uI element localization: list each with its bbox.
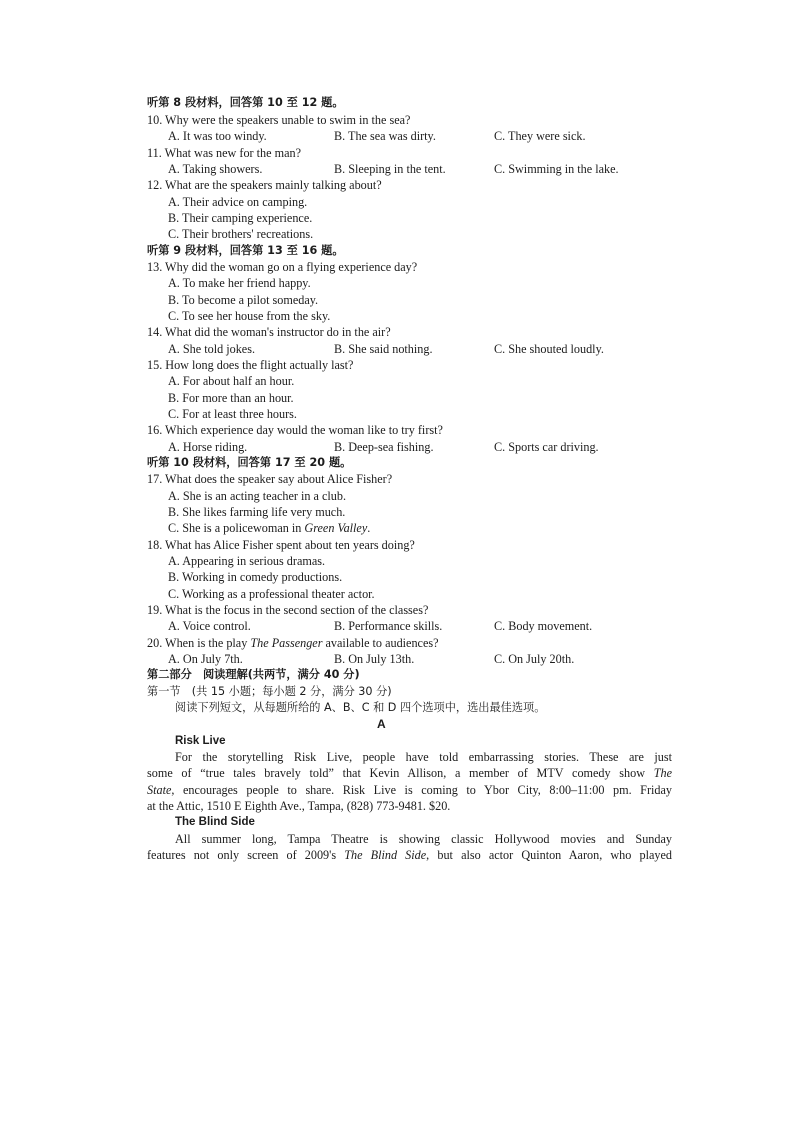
question-12-option-b: B. Their camping experience. xyxy=(168,211,313,225)
question-18-option-c: C. Working as a professional theater actor. xyxy=(168,587,375,601)
option-b: B. The sea was dirty. xyxy=(334,129,436,143)
stem-italic: The Passenger xyxy=(250,636,323,650)
question-18-stem: 18. What has Alice Fisher spent about ten years doing? xyxy=(147,538,415,552)
line-text: , encourages people to share. Risk Live is coming to Ybor City, 8:00–11:00 pm. Friday xyxy=(171,783,672,797)
section-10-header: 听第 10 段材料，回答第 17 至 20 题。 xyxy=(147,456,352,469)
option-a: A. It was too windy. xyxy=(168,129,267,143)
question-19-stem: 19. What is the focus in the second section of the classes? xyxy=(147,603,429,617)
question-18-option-b: B. Working in comedy productions. xyxy=(168,570,343,584)
question-12-option-a: A. Their advice on camping. xyxy=(168,195,308,209)
question-13-option-a: A. To make her friend happy. xyxy=(168,276,311,290)
question-17-stem: 17. What does the speaker say about Alice Fisher? xyxy=(147,472,393,486)
blind-side-line-1: All summer long, Tampa Theatre is showing classic Hollywood movies and Sunday xyxy=(175,832,672,846)
question-20-options xyxy=(168,651,708,667)
question-11-options xyxy=(168,161,708,177)
option-c-text: C. She is a policewoman in xyxy=(168,521,305,535)
passage-letter: A xyxy=(377,717,386,731)
line-italic: The Blind Side xyxy=(344,848,427,862)
question-16-options xyxy=(168,439,708,455)
blind-side-heading: The Blind Side xyxy=(175,816,255,828)
question-13-option-c: C. To see her house from the sky. xyxy=(168,309,331,323)
question-13-option-b: B. To become a pilot someday. xyxy=(168,293,319,307)
option-c: C. She shouted loudly. xyxy=(494,342,604,356)
question-15-option-a: A. For about half an hour. xyxy=(168,374,295,388)
question-10-options xyxy=(168,128,708,144)
question-16-stem: 16. Which experience day would the woman like to try first? xyxy=(147,423,443,437)
option-c: C. On July 20th. xyxy=(494,652,575,666)
question-15-option-c: C. For at least three hours. xyxy=(168,407,297,421)
question-19-options xyxy=(168,618,708,634)
risk-live-line-4: at the Attic, 1510 E Eighth Ave., Tampa, (828) 773-9481. $20. xyxy=(147,799,451,813)
option-c-suffix: . xyxy=(367,521,371,535)
question-14-options xyxy=(168,341,708,357)
option-a: A. On July 7th. xyxy=(168,652,243,666)
option-a: A. Taking showers. xyxy=(168,162,263,176)
question-13-stem: 13. Why did the woman go on a flying experience day? xyxy=(147,260,418,274)
option-c: C. Sports car driving. xyxy=(494,440,599,454)
risk-live-line-3 xyxy=(147,782,672,798)
line-text: some of “true tales bravely told” that Kevin Allison, a member of MTV comedy show xyxy=(147,766,654,780)
question-14-stem: 14. What did the woman's instructor do in the air? xyxy=(147,325,391,339)
option-c-italic: Green Valley xyxy=(304,521,368,535)
option-a: A. Voice control. xyxy=(168,619,251,633)
option-c: C. Swimming in the lake. xyxy=(494,162,619,176)
option-b: B. Deep-sea fishing. xyxy=(334,440,434,454)
line-italic: State xyxy=(147,783,172,797)
option-c: C. They were sick. xyxy=(494,129,586,143)
line-suffix: , but also actor Quinton Aaron, who played xyxy=(426,848,672,862)
question-17-option-a: A. She is an acting teacher in a club. xyxy=(168,489,347,503)
option-a: A. Horse riding. xyxy=(168,440,248,454)
question-18-option-a: A. Appearing in serious dramas. xyxy=(168,554,326,568)
question-12-stem: 12. What are the speakers mainly talking about? xyxy=(147,178,382,192)
part-2-title: 第二部分 阅读理解(共两节，满分 40 分) xyxy=(147,668,360,681)
option-b: B. She said nothing. xyxy=(334,342,433,356)
section-1-title: 第一节 (共 15 小题；每小题 2 分，满分 30 分) xyxy=(147,685,392,698)
section-8-header: 听第 8 段材料，回答第 10 至 12 题。 xyxy=(147,96,344,109)
option-b: B. On July 13th. xyxy=(334,652,415,666)
question-17-option-b: B. She likes farming life very much. xyxy=(168,505,346,519)
option-b: B. Performance skills. xyxy=(334,619,443,633)
section-9-header: 听第 9 段材料，回答第 13 至 16 题。 xyxy=(147,244,344,257)
risk-live-line-2 xyxy=(147,765,672,781)
option-a: A. She told jokes. xyxy=(168,342,256,356)
question-12-option-c: C. Their brothers' recreations. xyxy=(168,227,314,241)
line-italic: The xyxy=(653,766,672,780)
blind-side-line-2 xyxy=(147,847,672,863)
question-10-stem: 10. Why were the speakers unable to swim in the sea? xyxy=(147,113,411,127)
risk-live-heading: Risk Live xyxy=(175,735,226,747)
reading-instruction: 阅读下列短文，从每题所给的 A、B、C 和 D 四个选项中，选出最佳选项。 xyxy=(175,701,546,714)
stem-suffix: available to audiences? xyxy=(322,636,439,650)
question-11-stem: 11. What was new for the man? xyxy=(147,146,301,160)
stem-text: 20. When is the play xyxy=(147,636,251,650)
option-c: C. Body movement. xyxy=(494,619,593,633)
option-b: B. Sleeping in the tent. xyxy=(334,162,446,176)
question-20-stem xyxy=(147,635,687,651)
risk-live-line-1: For the storytelling Risk Live, people have told embarrassing stories. These are just xyxy=(175,750,672,764)
question-15-stem: 15. How long does the flight actually last? xyxy=(147,358,354,372)
question-15-option-b: B. For more than an hour. xyxy=(168,391,294,405)
question-17-option-c xyxy=(168,520,708,536)
line-text: features not only screen of 2009's xyxy=(147,848,345,862)
